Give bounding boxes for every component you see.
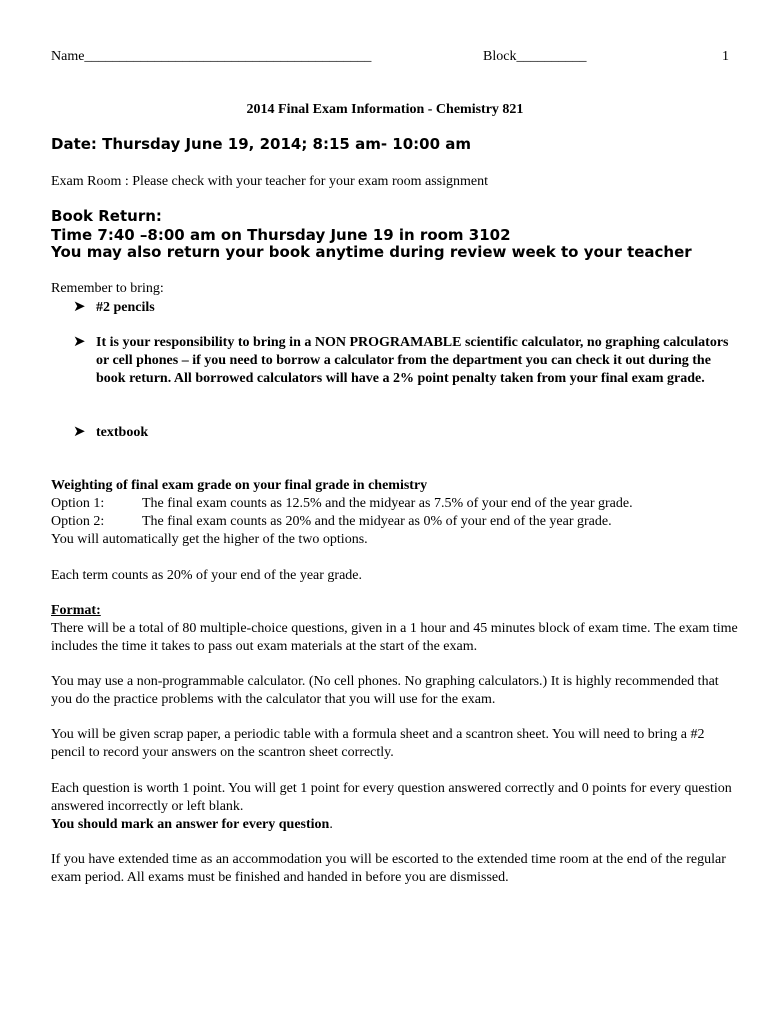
weighting-heading: Weighting of final exam grade on your final grade in chemistry [51, 478, 428, 493]
option-text: The final exam counts as 20% and the midyear as 0% of your end of the year grade. [142, 514, 612, 529]
format-paragraph-extended-time: If you have extended time as an accommodation you will be escorted to the extended time room at the end of the regular exam period. All exams must be finished and handed in before you are dismissed. [51, 852, 726, 885]
option-label: Option 1: [51, 496, 105, 511]
format-answer-every-question [51, 816, 741, 834]
option-text: The final exam counts as 12.5% and the midyear as 7.5% of your end of the year grade. [142, 496, 633, 511]
format-paragraph-calculator: You may use a non-programmable calculator. (No cell phones. No graphing calculators.) It is highly recommended that you do the practice problems with the calculator that you will use for the exam. [51, 674, 719, 707]
weighting-option-1 [51, 495, 633, 513]
arrow-bullet-icon: ➤ [73, 299, 86, 315]
format-paragraph-scoring: Each question is worth 1 point. You will get 1 point for every question answered correctly and 0 points for every question answered incorrectly or left blank. [51, 781, 732, 814]
weighting-note: You will automatically get the higher of the two options. [51, 532, 368, 547]
format-paragraph-questions: There will be a total of 80 multiple-choice questions, given in a 1 hour and 45 minutes block of exam time. The exam time includes the time it takes to pass out exam materials at the start of the exam. [51, 621, 738, 654]
remember-heading: Remember to bring: [51, 281, 164, 296]
weighting-option-2 [51, 513, 612, 531]
remember-item-textbook: textbook [96, 425, 149, 440]
book-return-alt: You may also return your book anytime during review week to your teacher [51, 243, 692, 261]
option-label: Option 2: [51, 514, 105, 529]
term-note: Each term counts as 20% of your end of the year grade. [51, 568, 362, 583]
format-heading: Format: [51, 603, 101, 618]
book-return-heading: Book Return: [51, 207, 162, 225]
answer-every-question-emphasis: You should mark an answer for every question [51, 817, 330, 832]
arrow-bullet-icon: ➤ [73, 334, 86, 350]
arrow-bullet-icon: ➤ [73, 424, 86, 440]
page-number: 1 [722, 49, 729, 64]
answer-every-question-period: . [329, 817, 333, 832]
exam-date: Date: Thursday June 19, 2014; 8:15 am- 10:00 am [51, 135, 471, 153]
remember-item-calculator: It is your responsibility to bring in a NON PROGRAMABLE scientific calculator, no graphing calculators or cell phones – if you need to borrow a calculator from the department you can check it out during the book return. All borrowed calculators will have a 2% point penalty taken from your final exam grade. [96, 335, 729, 386]
block-field-label: Block__________ [483, 49, 587, 64]
format-paragraph-materials: You will be given scrap paper, a periodic table with a formula sheet and a scantron sheet. You will need to bring a #2 pencil to record your answers on the scantron sheet correctly. [51, 727, 705, 760]
name-field-label: Name_________________________________________ [51, 49, 372, 64]
document-title: 2014 Final Exam Information - Chemistry 821 [246, 102, 524, 117]
exam-room-note: Exam Room : Please check with your teacher for your exam room assignment [51, 174, 488, 189]
book-return-time: Time 7:40 –8:00 am on Thursday June 19 in room 3102 [51, 226, 511, 244]
remember-item-pencils: #2 pencils [96, 300, 155, 315]
